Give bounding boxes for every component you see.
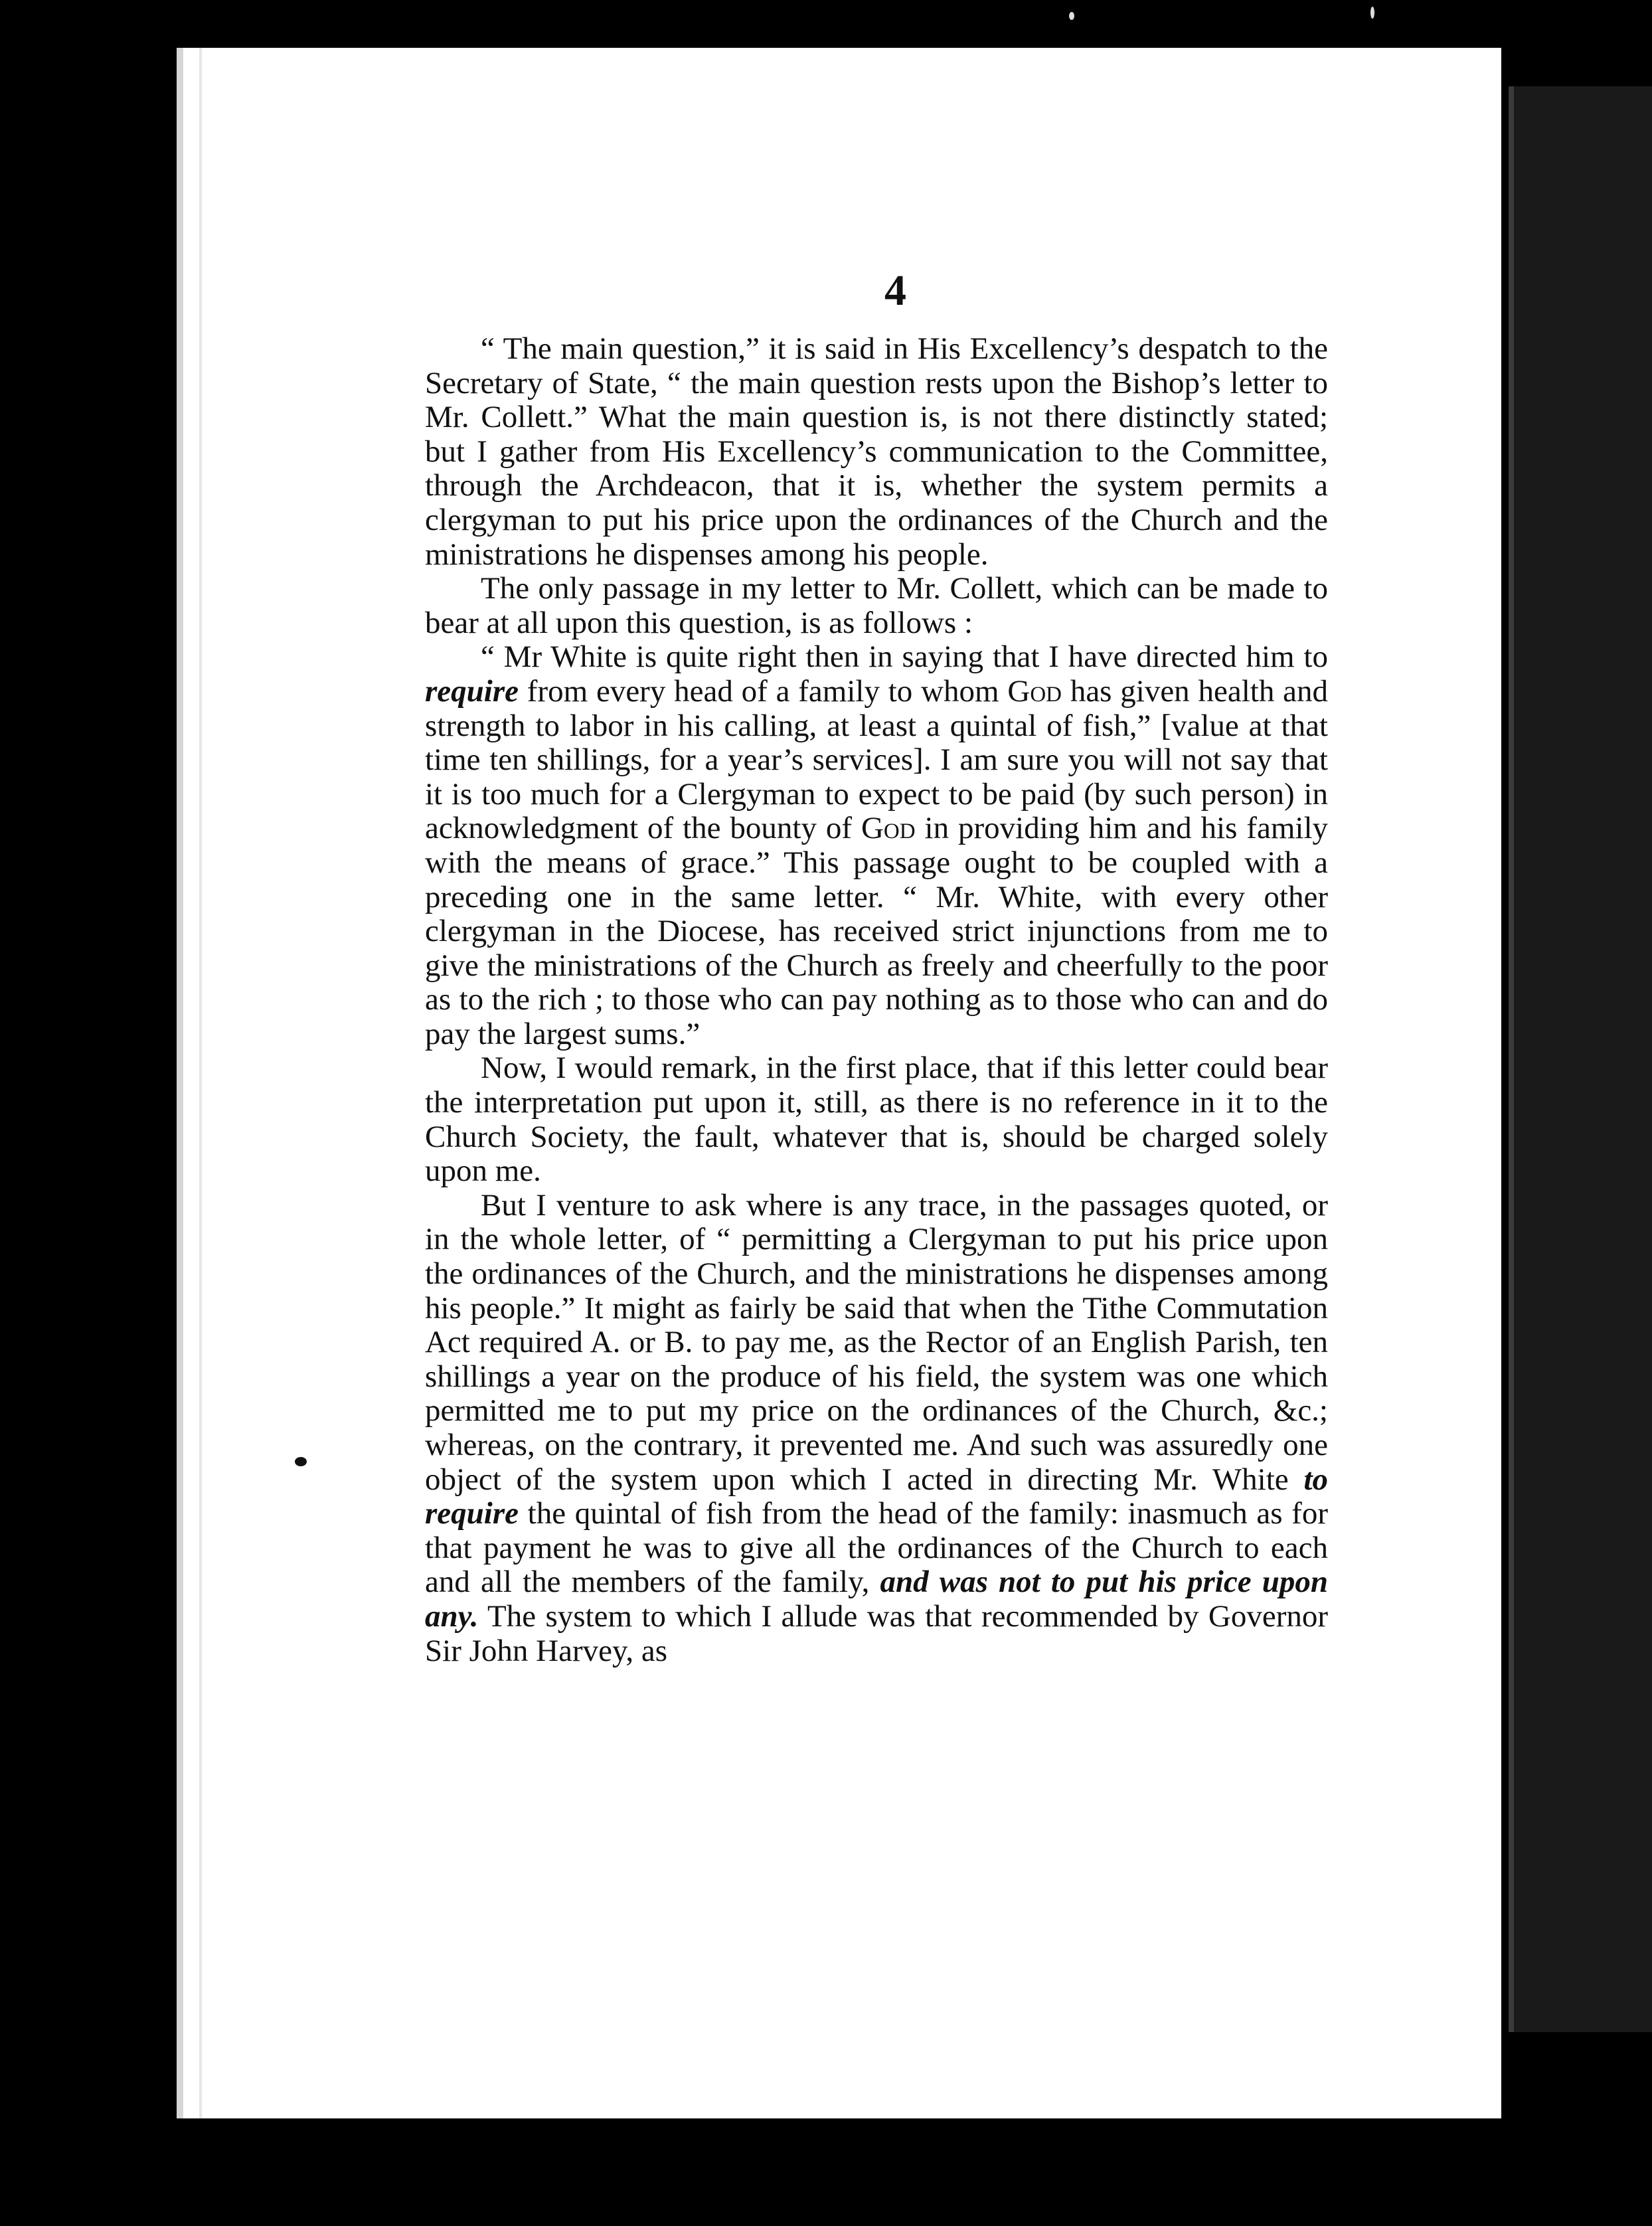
page-number: 4 — [884, 266, 906, 315]
quote-text-part: “ Mr White is quite right then in saying that I have directed him to — [481, 640, 1328, 675]
body-text — [425, 332, 1328, 1668]
argument-text-part: The system to which I allude was that recommended by Governor Sir John Harvey, as — [425, 1598, 1328, 1668]
paragraph-main-question: “ The main question,” it is said in His Excellency’s despatch to the Secretary of State, “ the main question rests upon the Bishop’s letter to Mr. Collett.” What the main question is, is not there distinctly stated; but I gather from His Excellency’s communication to the Committee, through the Archdeacon, that it is, whether the system permits a clergyman to put his price upon the ordinances of the Church and the ministrations he dispenses among his people. — [425, 331, 1328, 572]
quote-text-part: has given health and strength to labor in his calling, at least a quintal of fish,” [value at that time ten shillings, for a year’s services]. I am sure you will not say that it is too much for a Clergyman to expect to be paid (by such person) in acknowledgment of the bounty of — [425, 673, 1328, 846]
quote-text-part: from every head of a family to whom — [519, 673, 1008, 709]
argument-text-part: the quintal of fish from the head of the family: inasmuch as for that payment he was to give all the ordinances of the Church to each and all the members of the family, — [425, 1496, 1328, 1600]
adjacent-page-edge — [1509, 86, 1652, 2032]
quote-text-part: in providing him and his family with the means of grace.” This passage ought to be coupled with a preceding one in the same letter. “ Mr. White, with every other clergyman in the Diocese, has received strict injunctions from me to give the ministrations of the Church as freely and cheerfully to the poor as to the rich ; to those who can pay nothing as to those who can and do pay the largest sums.” — [425, 811, 1328, 1051]
emphasis-not-put-price: and was not to put his price upon any. — [425, 1565, 1328, 1634]
paragraph-quoted-letter — [425, 640, 1328, 1051]
paragraph-only-passage: The only passage in my letter to Mr. Collett, which can be made to bear at all upon this question, is as follows : — [425, 571, 1328, 640]
emphasis-to-require: to require — [425, 1462, 1328, 1531]
paragraph-remark: Now, I would remark, in the first place, that if this letter could bear the interpretation put upon it, still, as there is no reference in it to the Church Society, the fault, whatever that is, should be charged solely upon me. — [425, 1051, 1328, 1189]
god-smallcaps: God — [1007, 673, 1062, 709]
page-gutter-line — [199, 48, 202, 2118]
scan-speck — [1069, 12, 1074, 20]
argument-text-part: But I venture to ask where is any trace, in the passages quoted, or in the whole letter, of “ permitting a Clergyman to put his price upon the ordinances of the Church, and the ministrations he dispenses among his people.” It might as fairly be said that when the Tithe Commutation Act required A. or B. to pay me, as the Rector of an English Parish, ten shillings a year on the produce of his field, the system was one which permitted me to put my price on the ordinances of the Church, &c.; whereas, on the contrary, it prevented me. And such was assuredly one object of the system upon which I acted in directing Mr. White — [425, 1187, 1328, 1497]
emphasis-require: require — [425, 673, 519, 709]
god-smallcaps: God — [861, 811, 916, 846]
paragraph-venture — [425, 1189, 1328, 1668]
scan-speck — [1370, 7, 1374, 19]
scan-speck — [295, 1457, 307, 1466]
